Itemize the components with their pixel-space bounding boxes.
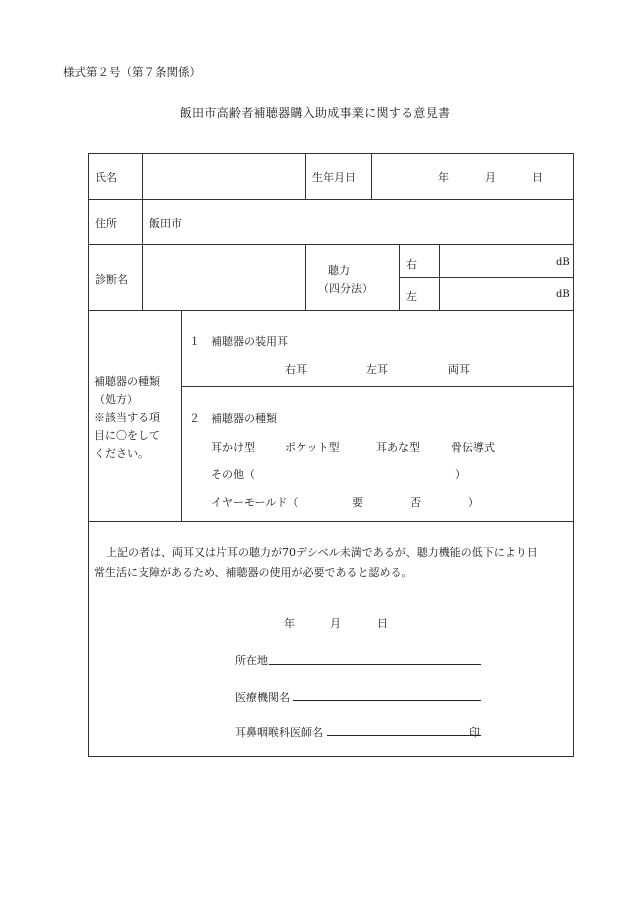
other-label: その他（ — [211, 468, 255, 481]
diagnosis-label: 診断名 — [95, 273, 128, 286]
type-section-title: ２ 補聴器の種類 — [189, 412, 277, 425]
option-earmold-needed[interactable]: 要 — [352, 496, 363, 509]
left-ear-db-field[interactable] — [441, 278, 551, 309]
birth-date-label: 生年月日 — [312, 171, 356, 184]
earmold-close: ） — [468, 496, 479, 509]
doctor-name-field[interactable] — [327, 735, 481, 736]
left-db-unit: dB — [556, 289, 570, 300]
hearing-aid-label-line1: 補聴器の種類 — [94, 375, 160, 388]
other-field[interactable] — [264, 463, 454, 481]
other-close: ） — [455, 468, 466, 481]
option-bone-conduction[interactable]: 骨伝導式 — [451, 441, 495, 454]
statement-line1: 上記の者は、両耳又は片耳の聴力が70デシベル未満であるが、聴力機能の低下により日 — [106, 546, 538, 559]
hearing-label: 聴力 — [328, 264, 350, 277]
hearing-aid-label-line3: ※該当する項 — [94, 411, 160, 424]
option-right-ear[interactable]: 右耳 — [285, 363, 307, 376]
address-label: 住所 — [95, 217, 117, 230]
name-label: 氏名 — [95, 171, 117, 184]
right-db-unit: dB — [556, 257, 570, 268]
document-title: 飯田市高齢者補聴器購入助成事業に関する意見書 — [179, 106, 451, 120]
cert-day-label: 日 — [377, 617, 388, 630]
doctor-label: 耳鼻咽喉科医師名 — [235, 726, 323, 739]
option-both-ears[interactable]: 両耳 — [448, 363, 470, 376]
option-earmold-not-needed[interactable]: 否 — [410, 496, 421, 509]
earmold-label: イヤーモールド（ — [211, 496, 299, 509]
ear-section-title: １ 補聴器の装用耳 — [189, 335, 288, 348]
cert-year-label: 年 — [284, 617, 295, 630]
birth-year-label: 年 — [438, 171, 449, 184]
option-pocket[interactable]: ポケット型 — [285, 441, 340, 454]
address-value[interactable]: 飯田市 — [149, 217, 182, 230]
right-ear-db-field[interactable] — [441, 245, 551, 276]
form-number: 様式第２号（第７条関係） — [63, 65, 201, 79]
birth-month-label: 月 — [485, 171, 496, 184]
institution-label: 医療機関名 — [235, 691, 290, 704]
cert-month-label: 月 — [330, 617, 341, 630]
location-field[interactable] — [269, 664, 481, 665]
statement-line2: 常生活に支障があるため、補聴器の使用が必要であると認める。 — [94, 566, 413, 579]
institution-field[interactable] — [293, 700, 481, 701]
hearing-aid-label-line2: （処方） — [94, 393, 138, 406]
location-label: 所在地 — [235, 654, 268, 667]
hearing-method-label: （四分法） — [318, 282, 373, 295]
hearing-aid-label-line5: ください。 — [94, 447, 149, 460]
seal-mark: 印 — [469, 726, 480, 739]
name-field[interactable] — [144, 154, 304, 198]
diagnosis-field[interactable] — [144, 245, 304, 309]
option-behind-ear[interactable]: 耳かけ型 — [211, 441, 255, 454]
right-ear-label: 右 — [406, 258, 417, 271]
left-ear-label: 左 — [406, 290, 417, 303]
hearing-aid-label-line4: 目に〇をして — [94, 429, 160, 442]
option-in-ear[interactable]: 耳あな型 — [376, 441, 420, 454]
option-left-ear[interactable]: 左耳 — [366, 363, 388, 376]
birth-day-label: 日 — [532, 171, 543, 184]
